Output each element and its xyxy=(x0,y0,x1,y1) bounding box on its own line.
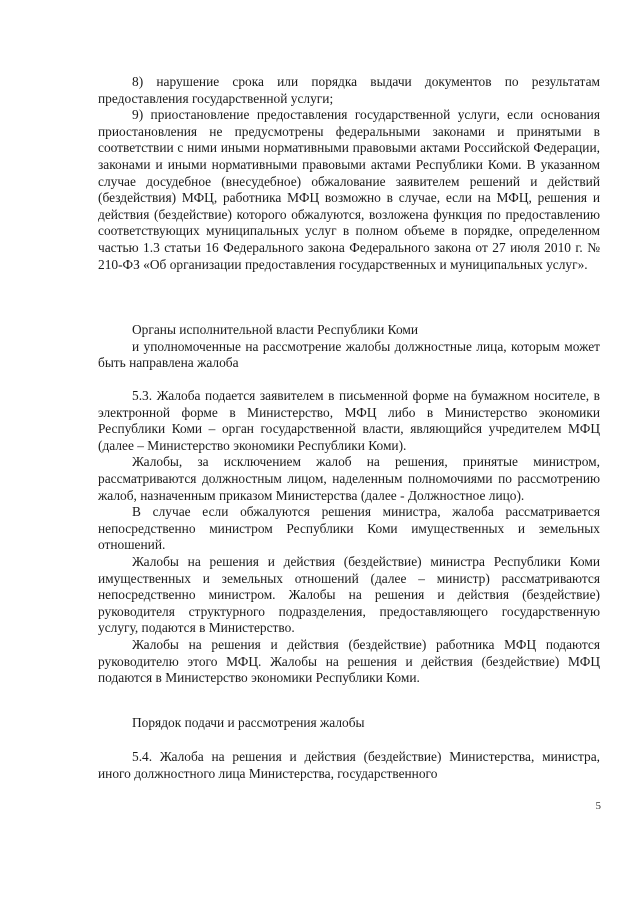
paragraph-group-top xyxy=(98,74,600,273)
paragraph-5-3-2: Жалобы, за исключением жалоб на решения, принятые министром, рассматриваются должностным лицом, наделенным полномочиями по рассмотрению жалоб, назначенным приказом Министерства (далее - Должностное лицо). xyxy=(98,454,600,503)
paragraph-5-3-1: 5.3. Жалоба подается заявителем в письменной форме на бумажном носителе, в электронной форме в Министерство, МФЦ либо в Министерство экономики Республики Коми – орган государственной власти, являющийся учредителем МФЦ (далее – Министерство экономики Республики Коми). xyxy=(98,388,600,453)
paragraph-item-8: 8) нарушение срока или порядка выдачи документов по результатам предоставления государственной услуги; xyxy=(98,74,600,106)
section-5-3 xyxy=(98,388,600,687)
heading-bodies xyxy=(98,322,600,372)
heading-bodies-line-1: Органы исполнительной власти Республики Коми xyxy=(132,322,419,337)
section-5-4 xyxy=(98,749,600,782)
page-number: 5 xyxy=(595,800,601,812)
heading-procedure xyxy=(98,715,600,732)
paragraph-5-3-5: Жалобы на решения и действия (бездействие) работника МФЦ подаются руководителю этого МФЦ. Жалобы на решения и действия (бездействие) МФЦ подаются в Министерство экономики Республики Коми. xyxy=(98,636,600,686)
paragraph-item-9: 9) приостановление предоставления государственной услуги, если основания приостановления не предусмотрены федеральными законами и принятыми в соответствии с ними иными нормативными правовыми актами Российской Федерации, законами и иными нормативными правовыми актами Республики Коми. В указанном случае досудебное (внесудебное) обжалование заявителем решений и действий (бездействия) МФЦ, работника МФЦ возможно в случае, если на МФЦ, решения и действия (бездействие) которого обжалуются, возложена функция по предоставлению соответствующих муниципальных услуг в полном объеме в порядке, определенном частью 1.3 статьи 16 Федерального закона Федерального закона от 27 июля 2010 г. № 210-ФЗ «Об организации предоставления государственных и муниципальных услуг». xyxy=(98,107,600,272)
paragraph-5-3-3: В случае если обжалуются решения министра, жалоба рассматривается непосредственно министром Республики Коми имущественных и земельных отношений. xyxy=(98,504,600,553)
paragraph-5-3-4: Жалобы на решения и действия (бездействие) министра Республики Коми имущественных и земельных отношений (далее – министр) рассматриваются непосредственно министром. Жалобы на решения и действия (бездействие) руководителя структурного подразделения, предоставляющего государственную услугу, подаются в Министерство. xyxy=(98,553,600,636)
heading-bodies-line-2: и уполномоченные на рассмотрение жалобы должностные лица, которым может быть направлена жалоба xyxy=(98,338,600,371)
paragraph-5-4-1: 5.4. Жалоба на решения и действия (бездействие) Министерства, министра, иного должностного лица Министерства, государственного xyxy=(98,749,600,781)
heading-procedure-text: Порядок подачи и рассмотрения жалобы xyxy=(132,715,365,730)
